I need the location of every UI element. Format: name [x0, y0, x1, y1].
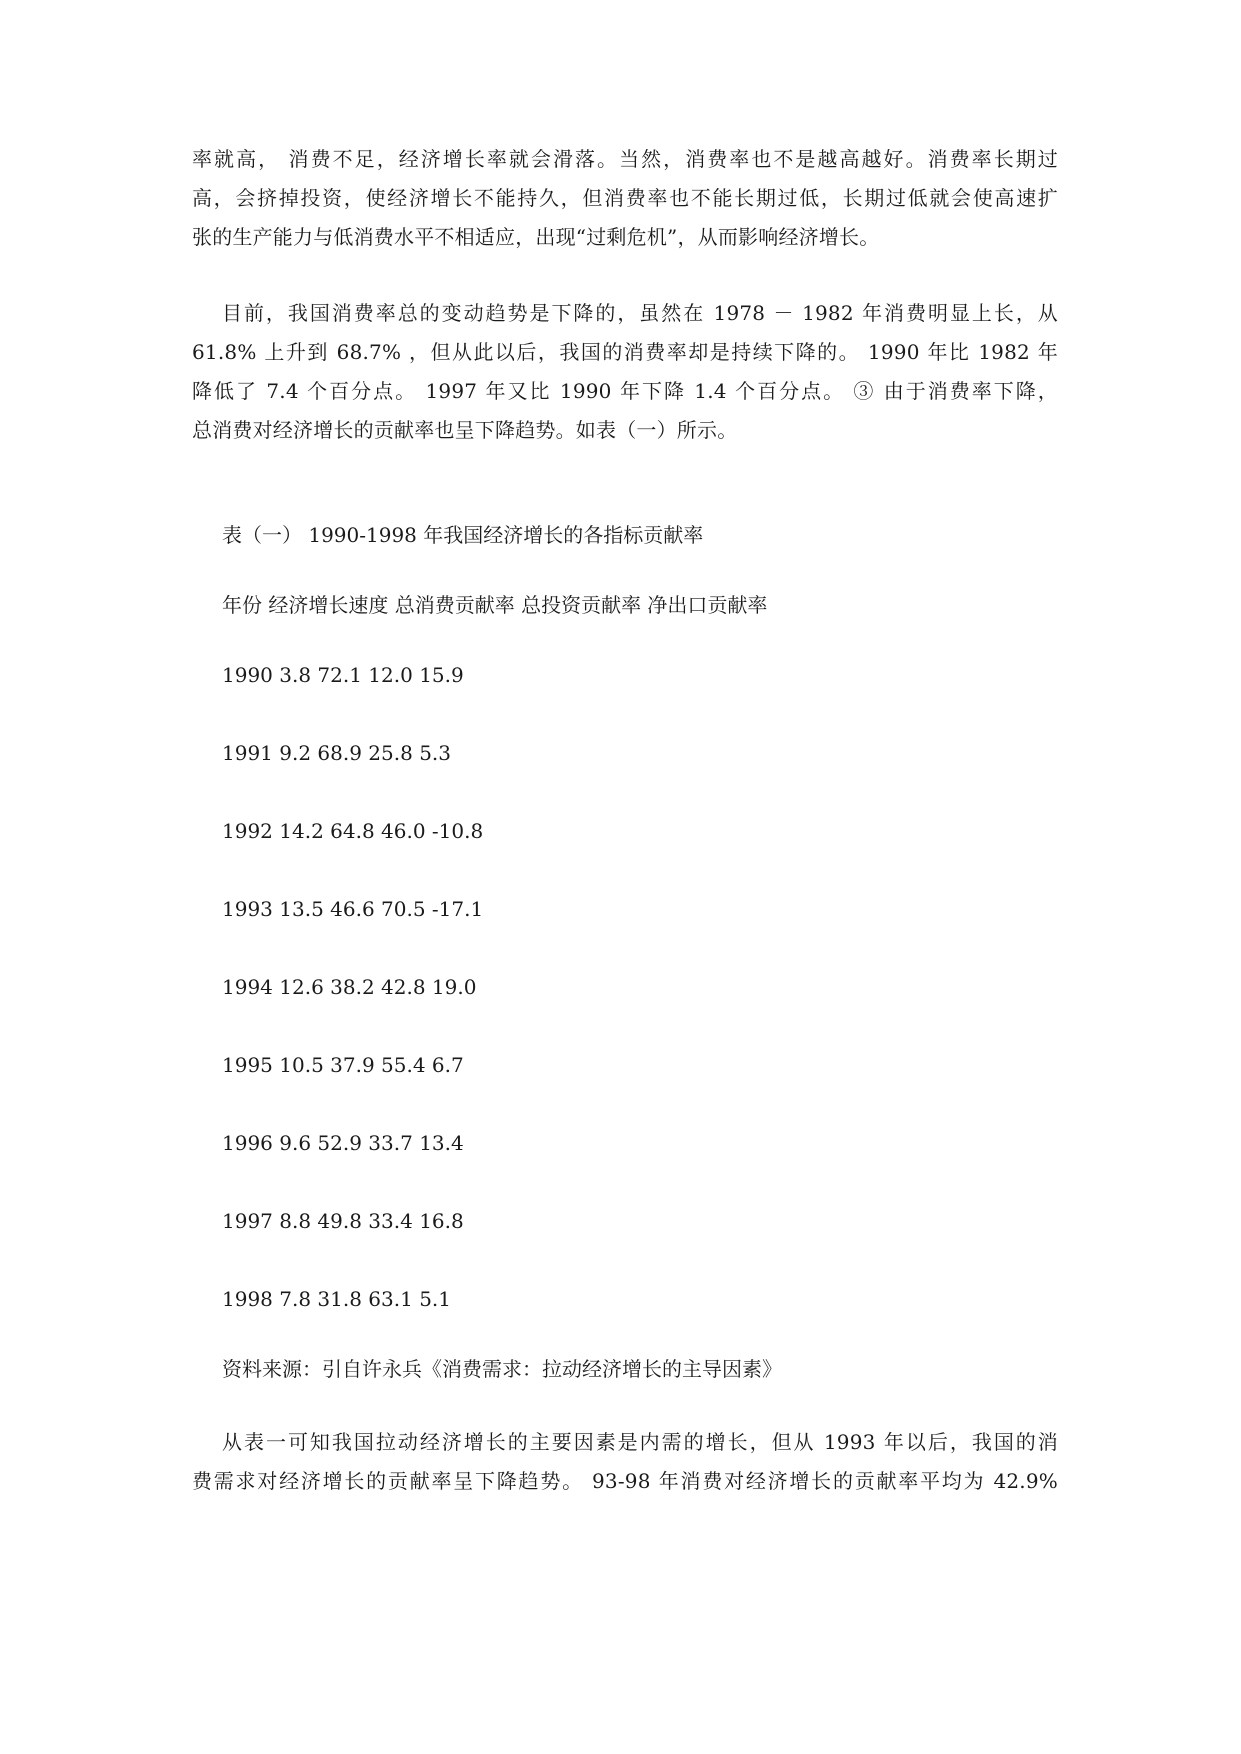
table-row: 1997 8.8 49.8 33.4 16.8: [222, 1209, 464, 1233]
table-row: 1998 7.8 31.8 63.1 5.1: [222, 1287, 452, 1311]
paragraph-line: 高，会挤掉投资，使经济增长不能持久，但消费率也不能长期过低，长期过低就会使高速扩: [192, 186, 1058, 210]
table-row: 1991 9.2 68.9 25.8 5.3: [222, 741, 452, 765]
table-row: 1993 13.5 46.6 70.5 -17.1: [222, 897, 484, 921]
paragraph-line: 从表一可知我国拉动经济增长的主要因素是内需的增长，但从 1993 年以后，我国的消: [222, 1430, 1058, 1454]
paragraph-trend: [192, 294, 1058, 450]
table-source: 资料来源：引自许永兵《消费需求：拉动经济增长的主导因素》: [222, 1357, 782, 1381]
paragraph-line: 率就高， 消费不足，经济增长率就会滑落。当然，消费率也不是越高越好。消费率长期过: [192, 147, 1058, 171]
paragraph-line: 费需求对经济增长的贡献率呈下降趋势。 93-98 年消费对经济增长的贡献率平均为 42.9%: [192, 1469, 1058, 1493]
paragraph-consumption-rate: [192, 140, 1058, 257]
table-row: 1995 10.5 37.9 55.4 6.7: [222, 1053, 464, 1077]
paragraph-analysis: [192, 1423, 1058, 1501]
paragraph-line: 61.8% 上升到 68.7% ，但从此以后，我国的消费率却是持续下降的。 1990 年比 1982 年: [192, 340, 1058, 364]
paragraph-line: 目前，我国消费率总的变动趋势是下降的，虽然在 1978 － 1982 年消费明显上长，从: [222, 301, 1058, 325]
table-row: 1990 3.8 72.1 12.0 15.9: [222, 663, 464, 687]
table-row: 1996 9.6 52.9 33.7 13.4: [222, 1131, 464, 1155]
paragraph-line: 张的生产能力与低消费水平不相适应，出现“过剩危机”，从而影响经济增长。: [192, 225, 880, 249]
table-row: 1992 14.2 64.8 46.0 -10.8: [222, 819, 484, 843]
table-caption: 表（一） 1990-1998 年我国经济增长的各指标贡献率: [222, 523, 704, 547]
paragraph-line: 总消费对经济增长的贡献率也呈下降趋势。如表（一）所示。: [192, 418, 738, 442]
table-row: 1994 12.6 38.2 42.8 19.0: [222, 975, 477, 999]
paragraph-line: 降低了 7.4 个百分点。 1997 年又比 1990 年下降 1.4 个百分点。 ③ 由于消费率下降，: [192, 379, 1058, 403]
table-header: 年份 经济增长速度 总消费贡献率 总投资贡献率 净出口贡献率: [222, 593, 768, 617]
